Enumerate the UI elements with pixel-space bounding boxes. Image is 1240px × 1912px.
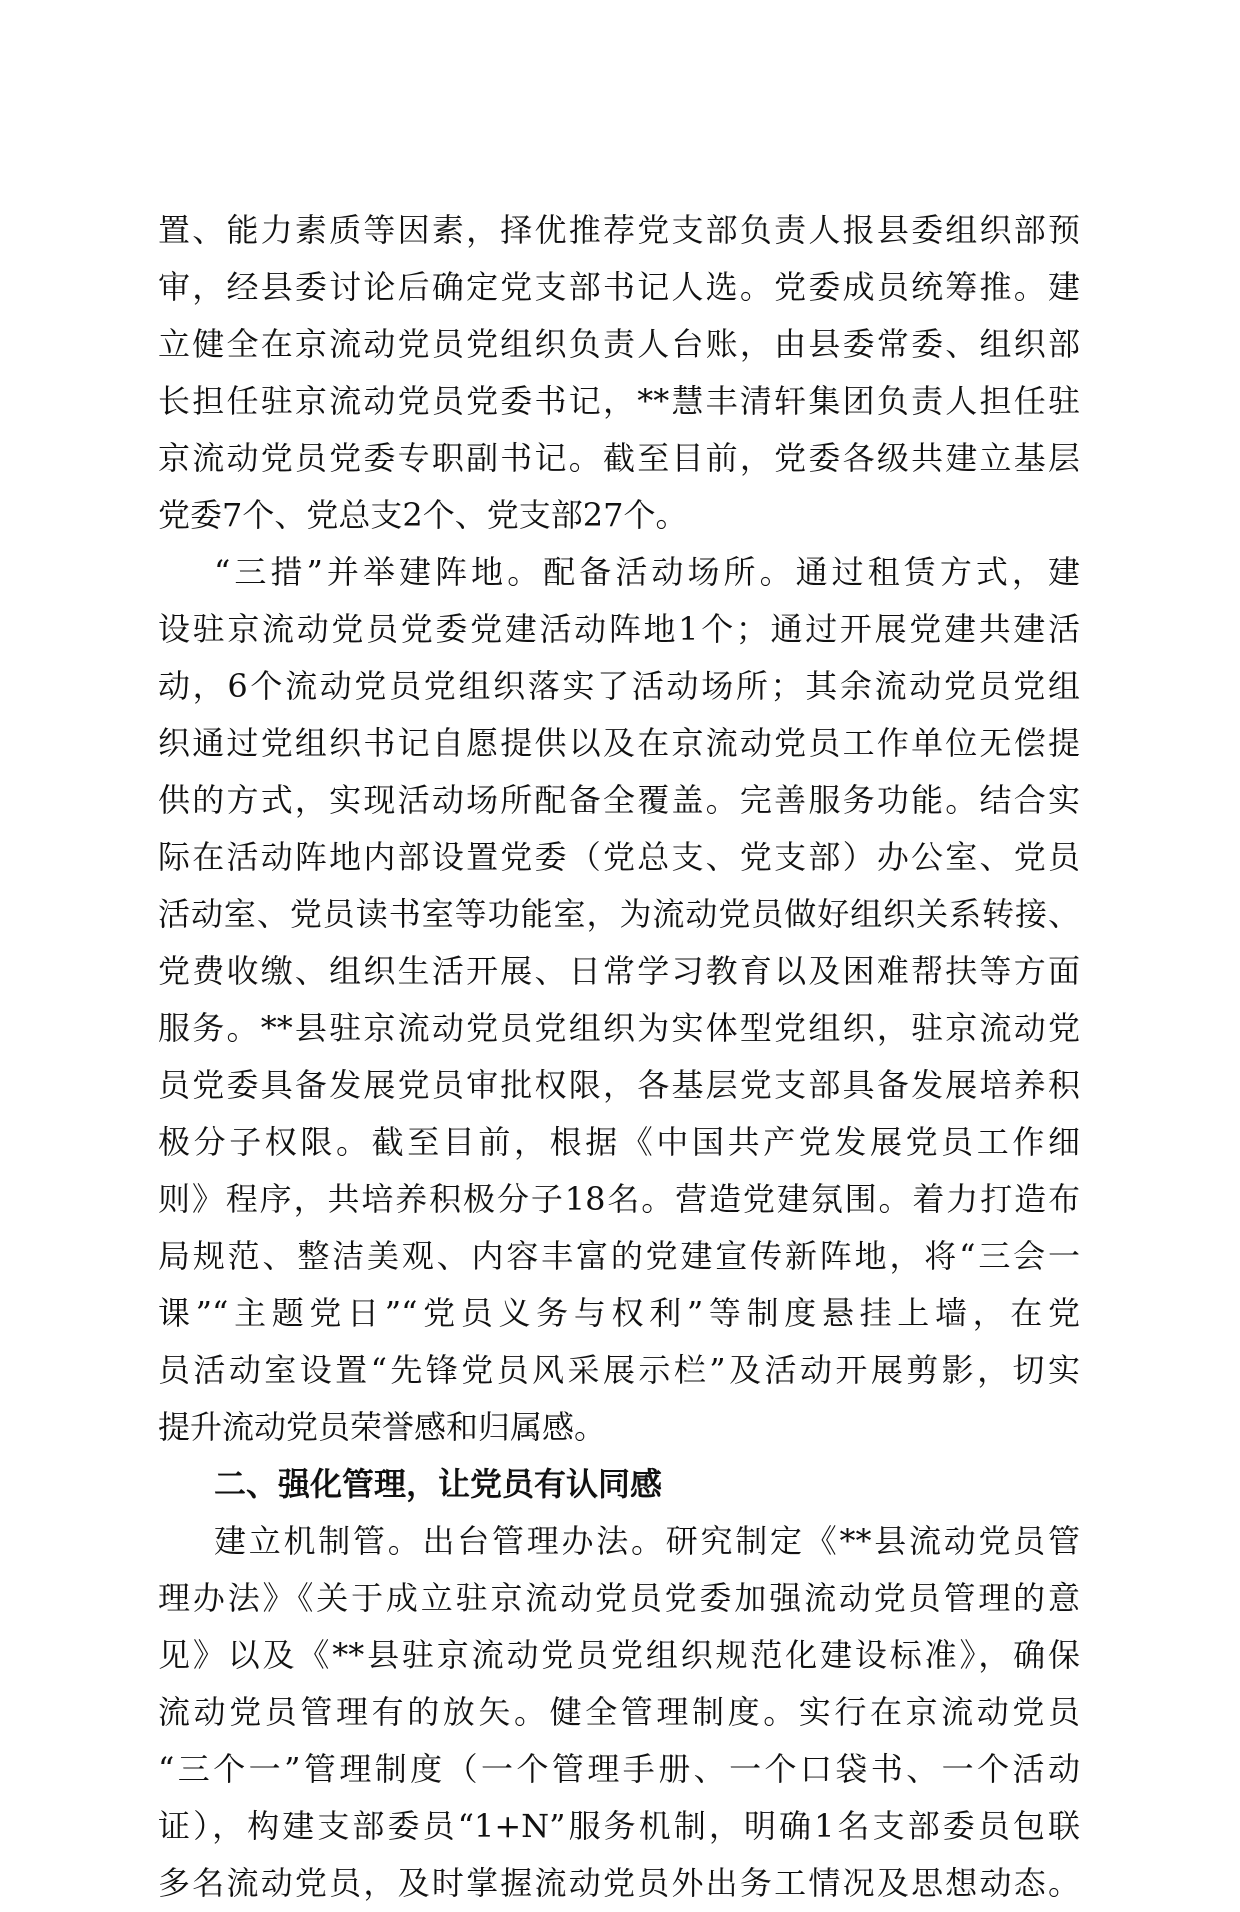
text-line: 则》程序，共培养积极分子18名。营造党建氛围。着力打造布 (158, 1180, 1080, 1218)
text-line: 际在活动阵地内部设置党委（党总支、党支部）办公室、党员 (158, 838, 1080, 876)
text-line: 长担任驻京流动党员党委书记，**慧丰清轩集团负责人担任驻 (158, 382, 1080, 420)
text-line: 党费收缴、组织生活开展、日常学习教育以及困难帮扶等方面 (158, 952, 1080, 990)
text-line: 织通过党组织书记自愿提供以及在京流动党员工作单位无偿提 (158, 724, 1080, 762)
text-line: 理办法》《关于成立驻京流动党员党委加强流动党员管理的意 (158, 1579, 1080, 1617)
text-line: 服务。**县驻京流动党员党组织为实体型党组织，驻京流动党 (158, 1009, 1080, 1047)
text-line: 设驻京流动党员党委党建活动阵地1个；通过开展党建共建活 (158, 610, 1080, 648)
text-line: 课”“主题党日”“党员义务与权利”等制度悬挂上墙，在党 (158, 1294, 1080, 1332)
text-line: 见》以及《**县驻京流动党员党组织规范化建设标准》，确保 (158, 1636, 1080, 1674)
text-line: 证），构建支部委员“1+N”服务机制，明确1名支部委员包联 (158, 1807, 1080, 1845)
paragraph-start-line: “三措”并举建阵地。配备活动场所。通过租赁方式，建 (214, 553, 1080, 591)
text-line: 局规范、整洁美观、内容丰富的党建宣传新阵地，将“三会一 (158, 1237, 1080, 1275)
text-line: 动，6个流动党员党组织落实了活动场所；其余流动党员党组 (158, 667, 1080, 705)
text-line: “三个一”管理制度（一个管理手册、一个口袋书、一个活动 (158, 1750, 1080, 1788)
text-line: 多名流动党员，及时掌握流动党员外出务工情况及思想动态。 (158, 1864, 1080, 1902)
text-line: 党委7个、党总支2个、党支部27个。 (158, 496, 688, 534)
text-line: 员活动室设置“先锋党员风采展示栏”及活动开展剪影，切实 (158, 1351, 1080, 1389)
text-line: 置、能力素质等因素，择优推荐党支部负责人报县委组织部预 (158, 211, 1080, 249)
section-heading: 二、强化管理，让党员有认同感 (214, 1465, 663, 1503)
text-line: 流动党员管理有的放矢。健全管理制度。实行在京流动党员 (158, 1693, 1080, 1731)
text-line: 京流动党员党委专职副书记。截至目前，党委各级共建立基层 (158, 439, 1080, 477)
document-body (158, 202, 1080, 1912)
text-line: 审，经县委讨论后确定党支部书记人选。党委成员统筹推。建 (158, 268, 1080, 306)
text-line: 极分子权限。截至目前，根据《中国共产党发展党员工作细 (158, 1123, 1080, 1161)
paragraph-start-line: 建立机制管。出台管理办法。研究制定《**县流动党员管 (214, 1522, 1080, 1560)
text-line: 活动室、党员读书室等功能室，为流动党员做好组织关系转接、 (158, 895, 1080, 933)
text-line: 提升流动党员荣誉感和归属感。 (158, 1408, 607, 1446)
text-line: 员党委具备发展党员审批权限，各基层党支部具备发展培养积 (158, 1066, 1080, 1104)
text-line: 立健全在京流动党员党组织负责人台账，由县委常委、组织部 (158, 325, 1080, 363)
text-line: 供的方式，实现活动场所配备全覆盖。完善服务功能。结合实 (158, 781, 1080, 819)
